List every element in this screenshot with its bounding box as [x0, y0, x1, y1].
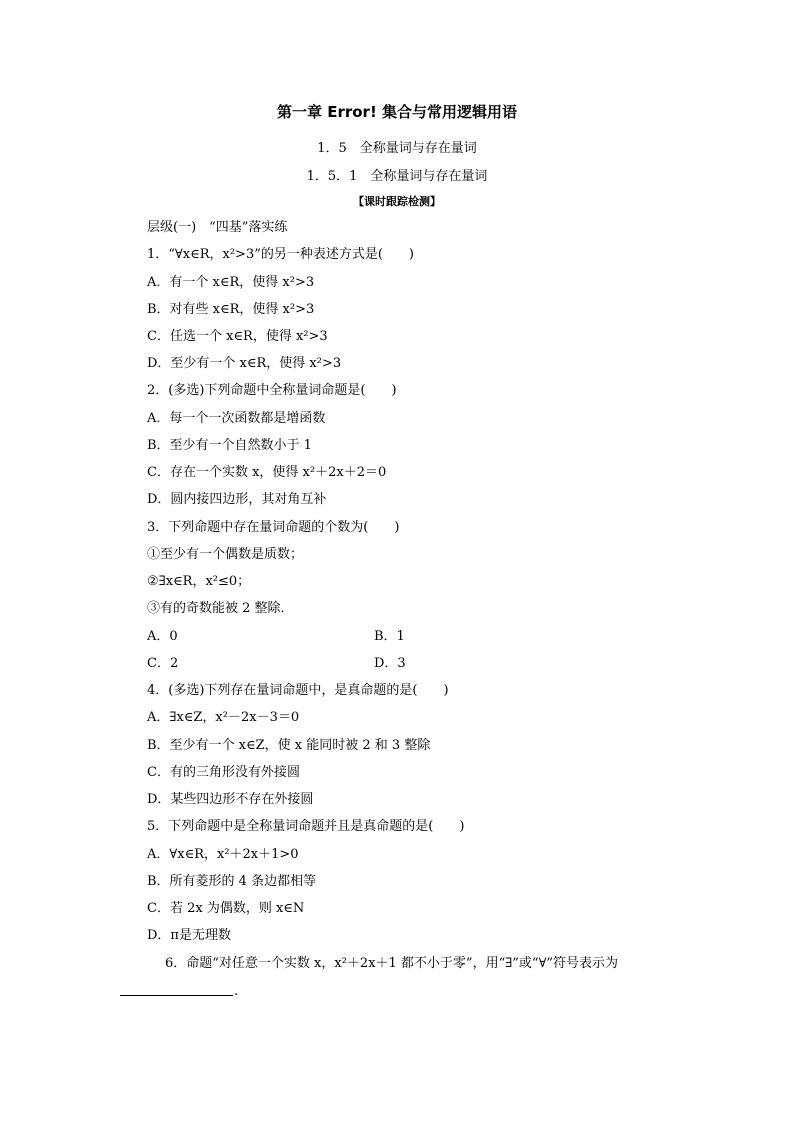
question-4: 4．(多选)下列存在量词命题中，是真命题的是( ): [147, 683, 449, 698]
q3-option-b: B．1: [374, 629, 405, 644]
q4-option-c: C．有的三角形没有外接圆: [147, 765, 300, 780]
question-3: 3．下列命题中存在量词命题的个数为( ): [147, 520, 400, 535]
q2-option-c: C．存在一个实数 x，使得 x²＋2x＋2＝0: [147, 465, 387, 480]
q3-statement-2: ②∃x∈R，x²≤0；: [147, 574, 251, 589]
q5-option-a: A．∀x∈R，x²＋2x＋1>0: [147, 847, 299, 862]
q3-statement-3: ③有的奇数能被 2 整除．: [147, 601, 294, 616]
q3-option-d: D．3: [374, 656, 406, 671]
question-6: 6．命题“对任意一个实数 x，x²＋2x＋1 都不小于零”，用“∃”或“∀”符号表示为: [165, 956, 619, 971]
answer-blank: [120, 995, 233, 996]
question-2: 2．(多选)下列命题中全称量词命题是( ): [147, 383, 397, 398]
question-5: 5．下列命题中是全称量词命题并且是真命题的是( ): [147, 819, 465, 834]
q3-option-c: C．2: [147, 656, 179, 671]
q2-option-b: B．至少有一个自然数小于 1: [147, 438, 312, 453]
q4-option-a: A．∃x∈Z，x²－2x－3＝0: [147, 710, 300, 725]
q3-option-a: A．0: [147, 629, 178, 644]
end-period: .: [234, 984, 239, 999]
q1-option-d: D．至少有一个 x∈R，使得 x²>3: [147, 356, 342, 371]
q4-option-b: B．至少有一个 x∈Z，使 x 能同时被 2 和 3 整除: [147, 738, 431, 753]
section-title: 1．5 全称量词与存在量词: [317, 141, 477, 156]
q1-option-b: B．对有些 x∈R，使得 x²>3: [147, 302, 315, 317]
q3-statement-1: ①至少有一个偶数是质数；: [147, 547, 304, 562]
q1-option-c: C．任选一个 x∈R，使得 x²>3: [147, 329, 328, 344]
question-1: 1．“∀x∈R，x²>3”的另一种表述方式是( ): [147, 247, 415, 262]
tracking-tag: 【课时跟踪检测】: [353, 195, 441, 208]
q5-option-d: D．π是无理数: [147, 928, 231, 943]
q4-option-d: D．某些四边形不存在外接圆: [147, 792, 314, 807]
chapter-title: 第一章 Error! 集合与常用逻辑用语: [276, 103, 518, 121]
q2-option-d: D．圆内接四边形，其对角互补: [147, 492, 327, 507]
level-heading: 层级(一) “四基”落实练: [147, 220, 288, 235]
q1-option-a: A．有一个 x∈R，使得 x²>3: [147, 275, 315, 290]
q5-option-c: C．若 2x 为偶数，则 x∈N: [147, 901, 305, 916]
q2-option-a: A．每一个一次函数都是增函数: [147, 411, 326, 426]
subsection-title: 1．5．1 全称量词与存在量词: [306, 169, 488, 184]
q5-option-b: B．所有菱形的 4 条边都相等: [147, 874, 317, 889]
